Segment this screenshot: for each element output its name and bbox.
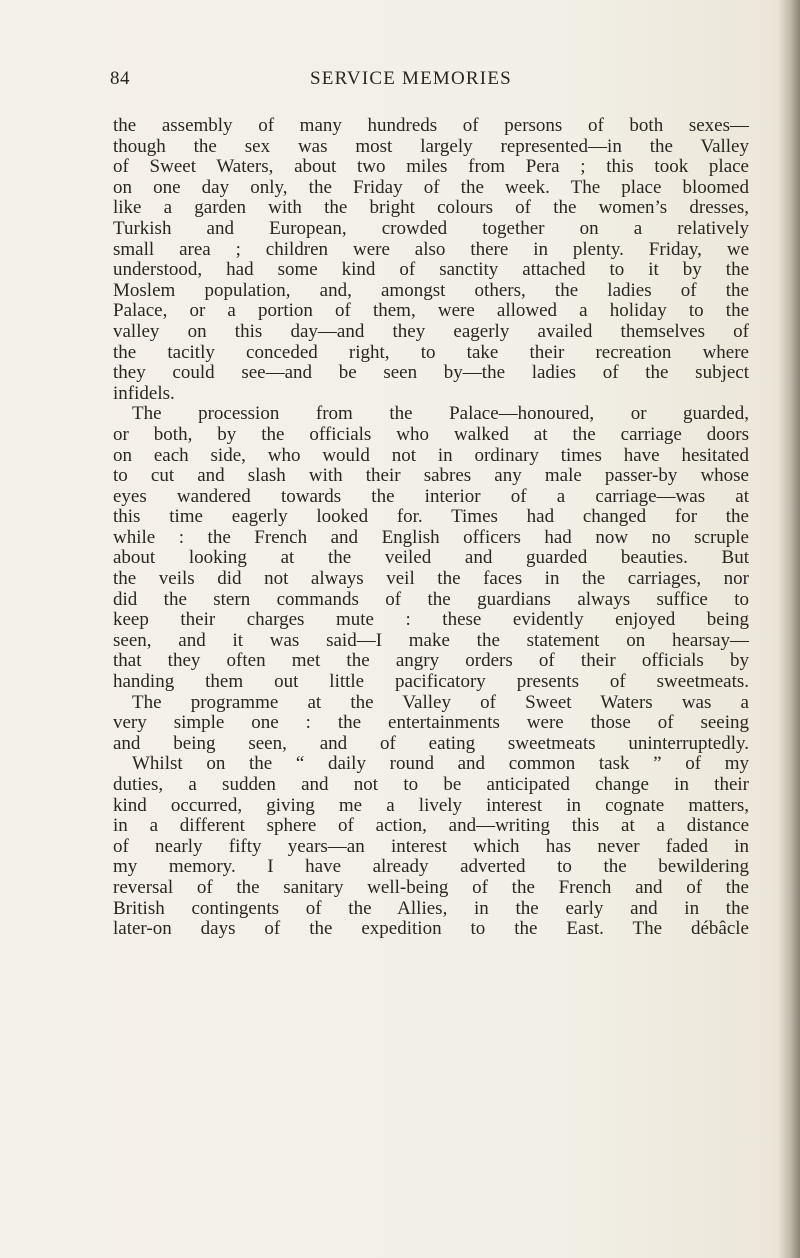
- text-line: in a different sphere of action, and—writing this at a distance: [113, 816, 749, 837]
- text-line: while : the French and English officers had now no scruple: [113, 527, 749, 548]
- text-line: this time eagerly looked for. Times had changed for the: [113, 507, 749, 528]
- page-edge-shadow: [778, 0, 800, 1258]
- text-line: kind occurred, giving me a lively interest in cognate matters,: [113, 795, 749, 816]
- text-line: keep their charges mute : these evidently enjoyed being: [113, 610, 749, 631]
- page-header: [110, 68, 750, 92]
- text-line: of Sweet Waters, about two miles from Pera ; this took place: [113, 157, 749, 178]
- page-number: 84: [110, 68, 130, 89]
- body-text: [113, 116, 749, 940]
- text-line: valley on this day—and they eagerly availed themselves of: [113, 321, 749, 342]
- text-line: did the stern commands of the guardians always suffice to: [113, 589, 749, 610]
- text-line: of nearly fifty years—an interest which has never faded in: [113, 836, 749, 857]
- text-line: that they often met the angry orders of their officials by: [113, 651, 749, 672]
- text-line: to cut and slash with their sabres any male passer-by whose: [113, 466, 749, 487]
- text-line: though the sex was most largely represented—in the Valley: [113, 136, 749, 157]
- text-line: they could see—and be seen by—the ladies of the subject: [113, 363, 749, 384]
- text-line: understood, had some kind of sanctity attached to it by the: [113, 260, 749, 281]
- text-line: on each side, who would not in ordinary times have hesitated: [113, 445, 749, 466]
- text-line: small area ; children were also there in plenty. Friday, we: [113, 239, 749, 260]
- text-line: Moslem population, and, amongst others, the ladies of the: [113, 280, 749, 301]
- text-line: The procession from the Palace—honoured, or guarded,: [132, 404, 749, 425]
- text-line: and being seen, and of eating sweetmeats uninterruptedly.: [113, 733, 749, 754]
- text-line: duties, a sudden and not to be anticipated change in their: [113, 775, 749, 795]
- text-line: Palace, or a portion of them, were allowed a holiday to the: [113, 301, 749, 322]
- text-line: Whilst on the “ daily round and common task ” of my: [132, 754, 749, 775]
- text-line: infidels.: [113, 383, 175, 404]
- text-line: the veils did not always veil the faces in the carriages, nor: [113, 569, 749, 590]
- text-line: eyes wandered towards the interior of a carriage—was at: [113, 486, 749, 507]
- text-line: about looking at the veiled and guarded beauties. But: [113, 548, 749, 569]
- text-line: seen, and it was said—I make the statement on hearsay—: [113, 630, 749, 651]
- text-line: the assembly of many hundreds of persons of both sexes—: [113, 116, 749, 136]
- text-line: on one day only, the Friday of the week. The place bloomed: [113, 177, 749, 198]
- text-line: handing them out little pacificatory presents of sweetmeats.: [113, 672, 749, 693]
- text-line: British contingents of the Allies, in the early and in the: [113, 898, 749, 919]
- text-line: or both, by the officials who walked at the carriage doors: [113, 424, 749, 445]
- text-line: later-on days of the expedition to the East. The débâcle: [113, 919, 749, 940]
- text-line: like a garden with the bright colours of the women’s dresses,: [113, 198, 749, 219]
- running-head: SERVICE MEMORIES: [310, 68, 512, 89]
- text-line: reversal of the sanitary well-being of the French and of the: [113, 877, 749, 898]
- text-line: very simple one : the entertainments were those of seeing: [113, 713, 749, 734]
- text-line: Turkish and European, crowded together on a relatively: [113, 218, 749, 239]
- text-line: my memory. I have already adverted to the bewildering: [113, 857, 749, 878]
- text-line: The programme at the Valley of Sweet Waters was a: [132, 692, 749, 713]
- text-line: the tacitly conceded right, to take their recreation where: [113, 342, 749, 363]
